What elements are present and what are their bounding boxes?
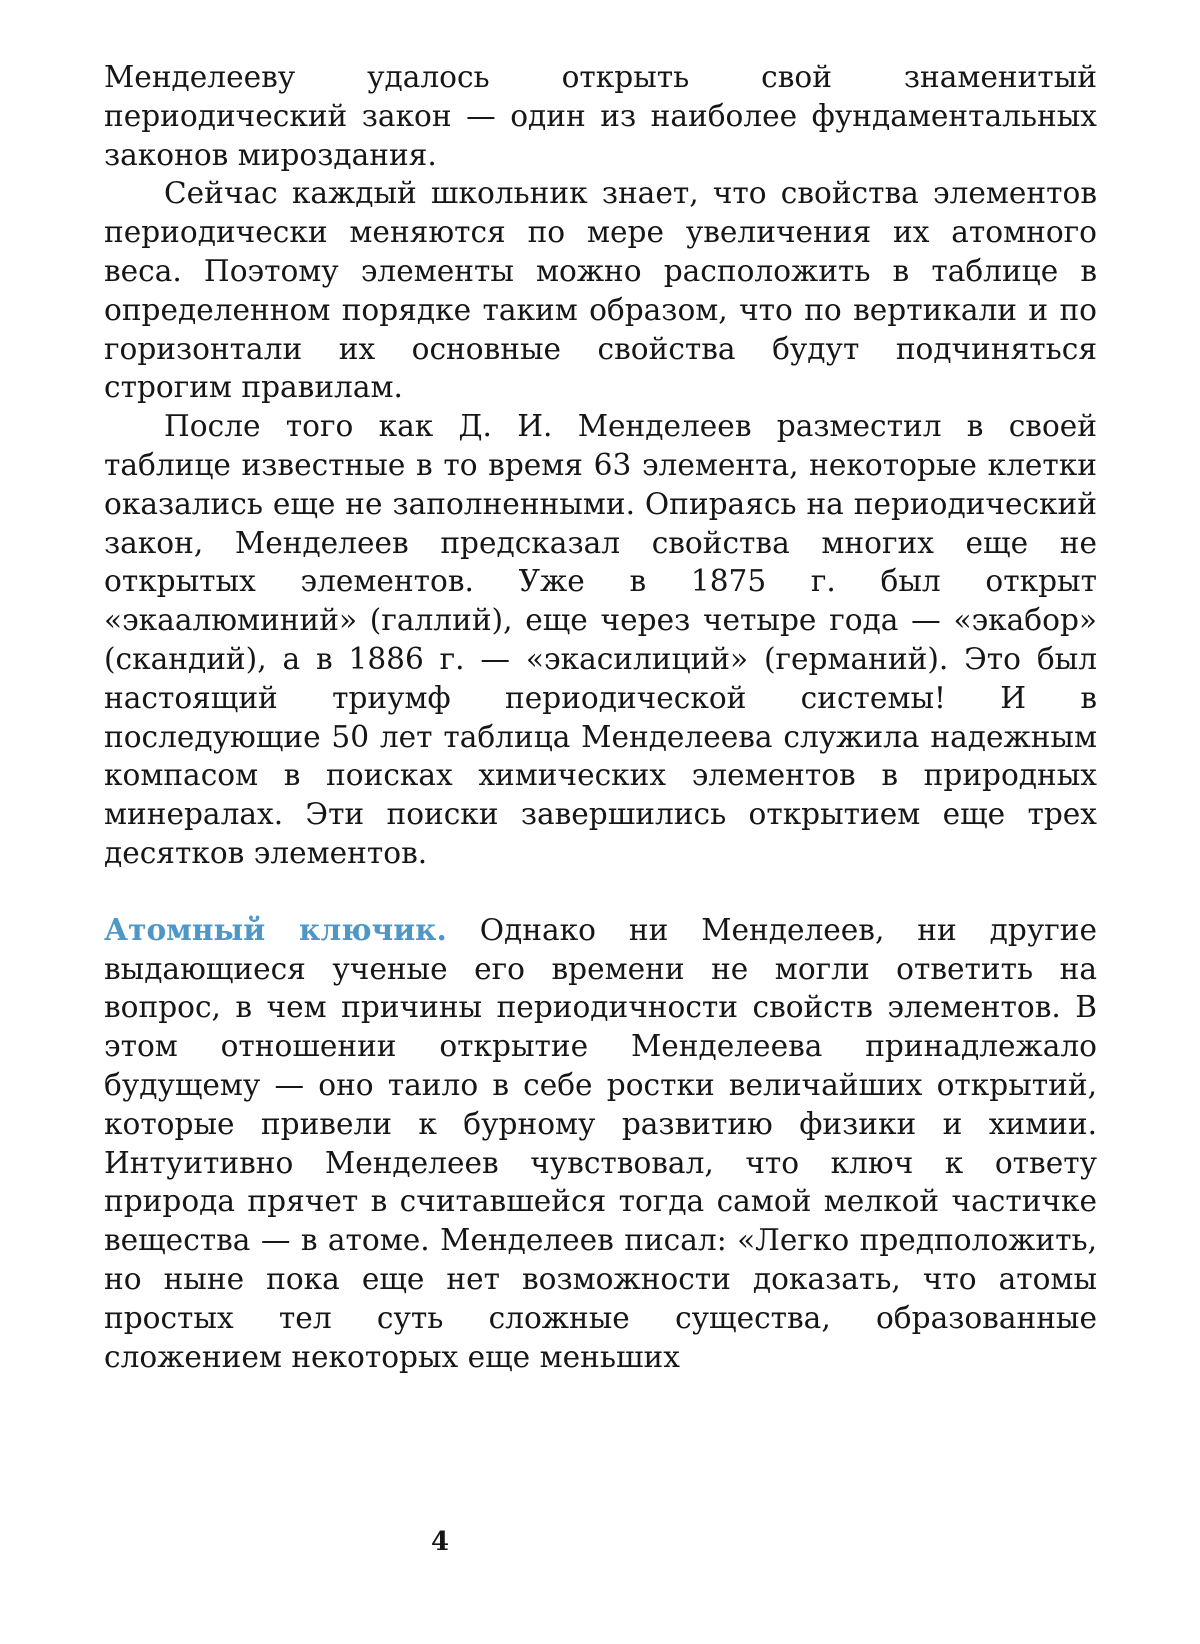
section-text: Однако ни Менделеев, ни другие выдающиеся ученые его времени не могли ответить на вопрос, в чем причины периодичности свойств элементов. В этом отношении открытие Менделеева принадлежало будущему — оно таило в себе ростки величайших открытий, которые привели к бурному развитию физики и химии. Интуитивно Менделеев чувствовал, что ключ к ответу природа прячет в считавшейся тогда самой мелкой частичке вещества — в атоме. Менделеев писал: «Легко предположить, но ныне пока еще нет возможности доказать, что атомы простых тел суть сложные существа, образованные сложением некоторых еще меньших (104, 912, 1097, 1374)
section-atomic-key (104, 911, 1097, 1377)
page-body (104, 58, 1097, 1376)
paragraph-3: После того как Д. И. Менделеев разместил в своей таблице известные в то время 63 элемента, некоторые клетки оказались еще не заполненными. Опираясь на периодический закон, Менделеев предсказал свойства многих еще не открытых элементов. Уже в 1875 г. был открыт «экаалюминий» (галлий), еще через четыре года — «экабор» (скандий), а в 1886 г. — «экасилиций» (германий). Это был настоящий триумф периодической системы! И в последующие 50 лет таблица Менделеева служила надежным компасом в поисках химических элементов в природных минералах. Эти поиски завершились открытием еще трех десятков элементов. (104, 409, 1097, 870)
paragraph-1: Менделееву удалось открыть свой знаменитый периодический закон — один из наиболее фундаментальных законов мироздания. (104, 60, 1097, 172)
section-heading: Атомный ключик. (104, 911, 447, 947)
paragraph-2: Сейчас каждый школьник знает, что свойства элементов периодически меняются по мере увеличения их атомного веса. Поэтому элементы можно расположить в таблице в определенном порядке таким образом, что по вертикали и по горизонтали их основные свойства будут подчиняться строгим правилам. (104, 176, 1097, 405)
page-number: 4 (430, 1527, 450, 1557)
